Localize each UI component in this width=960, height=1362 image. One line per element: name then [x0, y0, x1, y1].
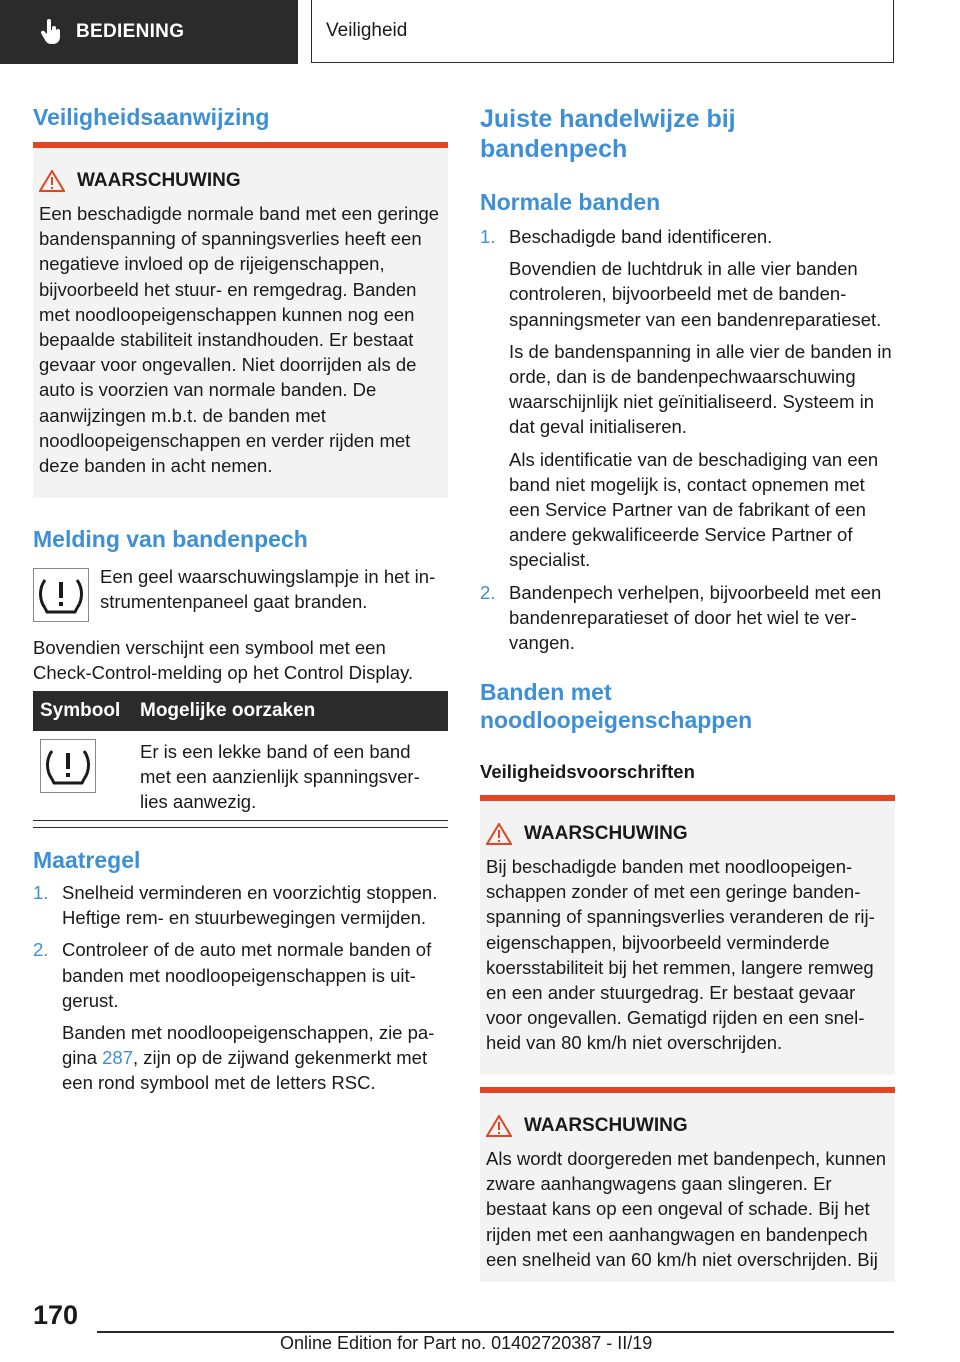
- table-row: [33, 731, 448, 827]
- tyre-pressure-warning-icon: [40, 739, 96, 793]
- page-number: 170: [33, 1300, 79, 1330]
- step-number: 2.: [33, 939, 49, 961]
- warning-box-3: [480, 1087, 895, 1282]
- warning-triangle-icon: [486, 1115, 512, 1137]
- display-text: Bovendien verschijnt een symbool met een Check-Control-melding op het Control Display.: [33, 637, 414, 684]
- step-number: 1.: [480, 226, 496, 247]
- warning-text: Bij beschadigde banden met noodloopeigenschappen zonder of met een geringe bandenspanning of spanningsverlies veranderen de rijeigenschappen, bijvoorbeeld verminderde koersstabiliteit bij het remmen, langere remweg en een ander stuurgedrag. Er bestaat gevaar voor ongevallen. Gematigd rijden en een snelheid van 80 km/h niet overschrijden.: [486, 856, 875, 1054]
- column-header-symbol: Symbool: [33, 691, 133, 731]
- heading-runflat-tyres: Banden met noodloopeigenschappen: [480, 679, 753, 733]
- heading-safety-instruction: Veiligheidsaanwijzing: [33, 104, 270, 130]
- warning-triangle-icon: [486, 823, 512, 845]
- section-tab[interactable]: [0, 0, 298, 64]
- heading-measure: Maatregel: [33, 847, 141, 873]
- tyre-pressure-warning-icon: [33, 568, 89, 622]
- warning-title-row: [486, 823, 895, 845]
- step-extra-text: Banden met noodloopeigenschappen, zie pagina 287, zijn op de zijwand gekenmerkt met een rond symbool met de letters RSC.: [62, 1022, 435, 1094]
- step-text: Snelheid verminderen en voorzichtig stoppen. Heftige rem- en stuurbewegingen vermijden.: [62, 882, 438, 929]
- step-text: Bandenpech verhelpen, bijvoorbeeld met een bandenreparatieset of door het wiel te vervangen.: [509, 581, 882, 654]
- measure-steps: [33, 880, 448, 1103]
- warning-title: WAARSCHUWING: [524, 1115, 688, 1136]
- page-header: [0, 0, 960, 66]
- subheading-safety-rules: Veiligheidsvoorschriften: [480, 761, 695, 782]
- list-item: [480, 224, 895, 573]
- warning-triangle-icon: [39, 170, 65, 192]
- warning-lamp-text: Een geel waarschuwingslampje in het instrumentenpaneel gaat branden.: [100, 566, 436, 613]
- table-divider: [33, 820, 448, 821]
- heading-normal-tyres: Normale banden: [480, 189, 661, 215]
- section-tab-label: BEDIENING: [76, 21, 185, 42]
- step-text: Beschadigde band identificeren.: [509, 226, 773, 247]
- warning-box-1: [33, 142, 448, 498]
- list-item: [33, 880, 448, 930]
- normal-tyre-steps: [480, 224, 895, 662]
- warning-title: WAARSCHUWING: [77, 170, 241, 191]
- list-item: [33, 937, 448, 1095]
- warning-text: Als wordt doorgereden met bandenpech, kunnen zware aanhangwagens gaan slingeren. Er bestaat kans op een ongeval of schade. Bij het rijden met een aanhangwagen en bandenpech een snelheid van 60 km/h niet overschrijden. Bij: [486, 1148, 887, 1270]
- list-item: [480, 580, 895, 656]
- step-text: Controleer of de auto met normale banden of banden met noodloopeigenschappen is uitgerust.: [62, 939, 432, 1011]
- step-paragraph: Is de bandenspanning in alle vier de banden in orde, dan is de bandenpechwaarschuwing waarschijnlijk niet geïnitialiseerd. Systeem in dat geval initialiseren.: [509, 340, 892, 438]
- column-header-causes: Mogelijke oorzaken: [133, 691, 448, 731]
- heading-flat-tyre-procedure: Juiste handelwijze bij bandenpech: [480, 105, 736, 163]
- edition-text: Online Edition for Part no. 01402720387 - II/19: [280, 1333, 653, 1353]
- chapter-tab[interactable]: [311, 0, 894, 63]
- warning-title-row: [39, 170, 448, 192]
- page-link-287[interactable]: 287: [102, 1047, 133, 1069]
- warning-box-2: [480, 795, 895, 1075]
- step-number: 2.: [480, 581, 496, 603]
- symbol-cell: [33, 731, 133, 827]
- hand-pointer-icon: [40, 19, 62, 45]
- symbol-table: [33, 691, 448, 828]
- step-number: 1.: [33, 882, 49, 903]
- chapter-tab-label: Veiligheid: [326, 20, 408, 41]
- warning-text: Een beschadigde normale band met een geringe bandenspanning of spanningsverlies heeft een negatieve invloed op de rijeigenschappen, bijvoorbeeld het stuur- en remgedrag. Banden met noodloopeigenschappen kunnen nog een bepaalde stabiliteit instandhouden. Er bestaat gevaar voor ongevallen. Niet doorrijden als de auto is voorzien van normale banden. De aanwijzingen m.b.t. de banden met noodloopeigenschappen en verder rijden met deze banden in acht nemen.: [39, 203, 440, 477]
- step-paragraph: Bovendien de luchtdruk in alle vier banden controleren, bijvoorbeeld met de bandenspanningsmeter van een bandenreparatieset.: [509, 258, 882, 330]
- warning-title-row: [486, 1115, 895, 1137]
- step-paragraph: Als identificatie van de beschadiging van een band niet mogelijk is, contact opnemen met een Service Partner van de fabrikant of een andere gekwalificeerde Service Partner of specialist.: [509, 448, 879, 571]
- warning-title: WAARSCHUWING: [524, 823, 688, 844]
- cause-cell: Er is een lekke band of een band met een aanzienlijk spanningsverlies aanwezig.: [140, 741, 420, 813]
- heading-flat-tyre-message: Melding van bandenpech: [33, 526, 308, 552]
